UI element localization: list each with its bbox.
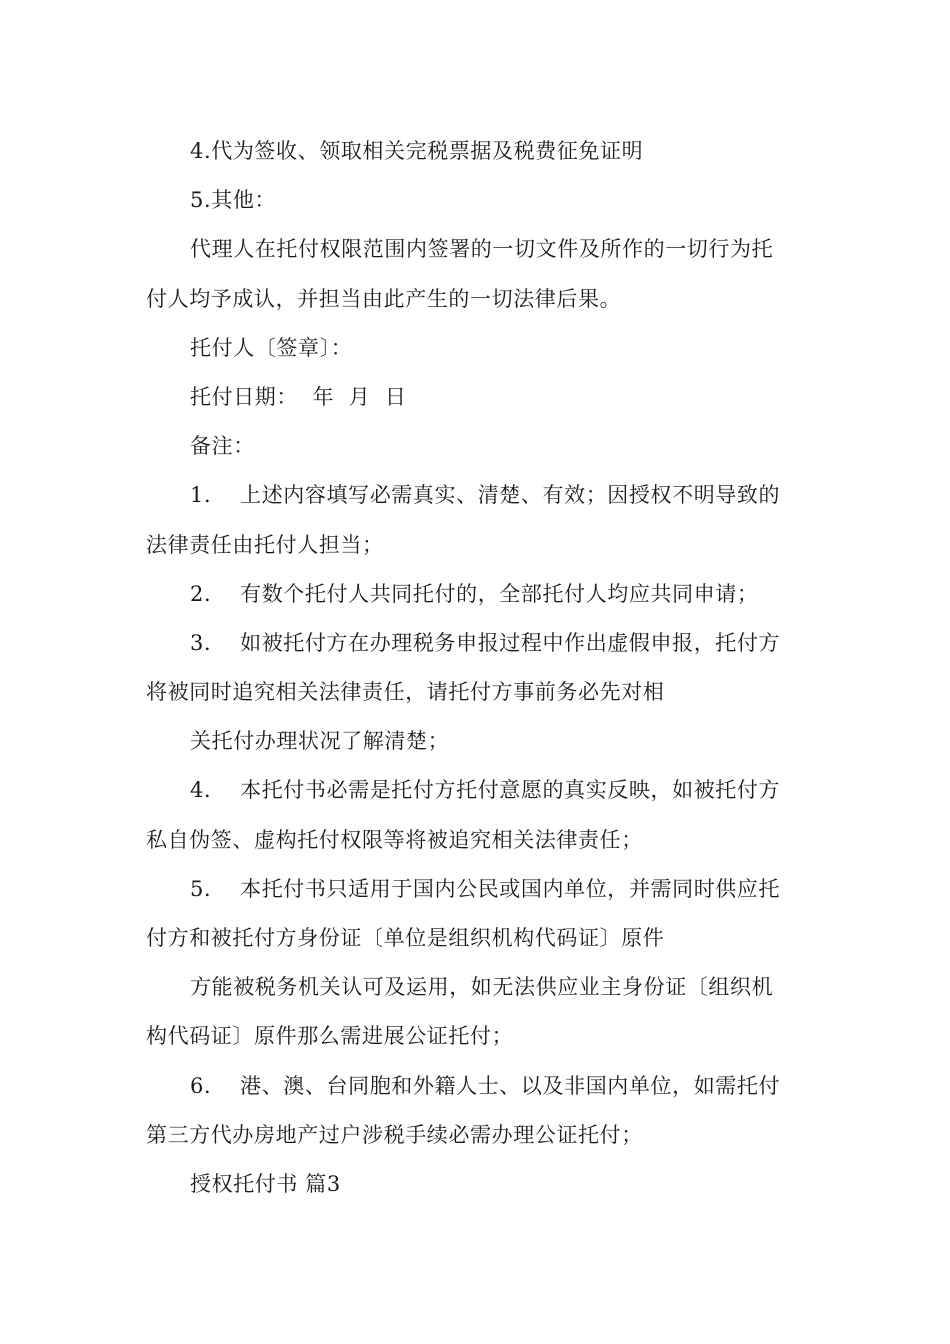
text-line: 第三方代办房地产过户涉税手续必需办理公证托付； — [146, 1122, 643, 1147]
text-line: 付方和被托付方身份证〔单位是组织机构代码证〕原件 — [146, 926, 665, 950]
text-line: 5.其他： — [190, 188, 277, 213]
text-line: 将被同时追究相关法律责任，请托付方事前务必先对相 — [146, 680, 665, 705]
text-line: 方能被税务机关认可及运用，如无法供应业主身份证〔组织机 — [190, 975, 774, 1000]
text-line: 关托付办理状况了解清楚； — [190, 729, 450, 754]
text-line: 5． 本托付书只适用于国内公民或国内单位，并需同时供应托 — [190, 876, 781, 901]
text-line: 托付日期： 年 月 日 — [190, 384, 407, 409]
text-line: 1． 上述内容填写必需真实、清楚、有效；因授权不明导致的 — [190, 483, 781, 508]
text-line: 4.代为签收、领取相关完税票据及税费征免证明 — [190, 139, 644, 163]
text-line: 2． 有数个托付人共同托付的，全部托付人均应共同申请； — [190, 581, 759, 606]
text-line: 私自伪签、虚构托付权限等将被追究相关法律责任； — [146, 827, 643, 852]
text-line: 6． 港、澳、台同胞和外籍人士、以及非国内单位，如需托付 — [190, 1073, 781, 1098]
text-line: 法律责任由托付人担当； — [146, 532, 384, 557]
text-line: 4． 本托付书必需是托付方托付意愿的真实反映，如被托付方 — [190, 778, 781, 803]
text-line: 授权托付书 篇3 — [190, 1171, 341, 1196]
document-body — [146, 127, 812, 1209]
text-line: 代理人在托付权限范围内签署的一切文件及所作的一切行为托 — [190, 237, 774, 262]
text-line: 备注： — [190, 434, 255, 459]
text-line: 托付人〔签章〕： — [190, 335, 353, 360]
text-line: 构代码证〕原件那么需进展公证托付； — [146, 1024, 514, 1049]
text-line: 付人均予成认，并担当由此产生的一切法律后果。 — [146, 286, 622, 311]
text-line: 3． 如被托付方在办理税务申报过程中作出虚假申报，托付方 — [190, 630, 781, 655]
